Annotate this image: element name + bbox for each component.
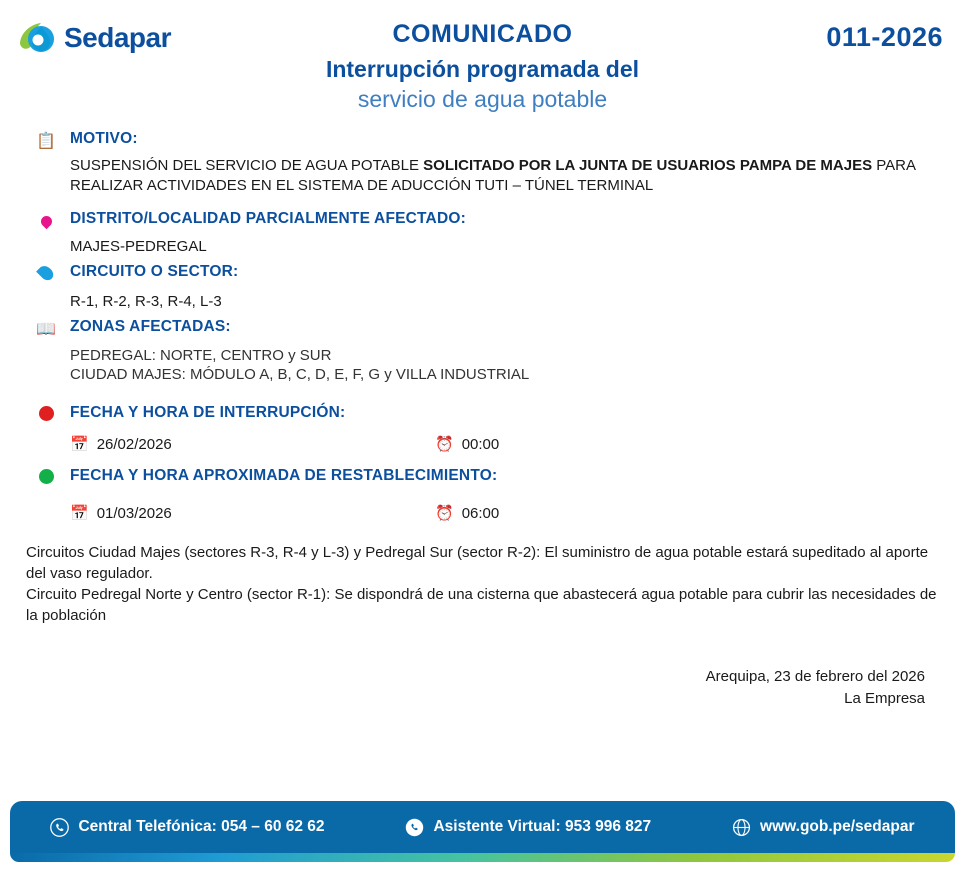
alarm-clock-icon: ⏰	[435, 505, 454, 522]
signature-place-date: Arequipa, 23 de febrero del 2026	[705, 668, 925, 685]
section-interrupcion	[22, 404, 943, 427]
zonas-line-2: CIUDAD MAJES: MÓDULO A, B, C, D, E, F, G y VILLA INDUSTRIAL	[70, 366, 530, 383]
map-pin-icon	[22, 210, 70, 232]
globe-icon	[732, 818, 751, 837]
footer-phone-label: Central Telefónica: 054 – 60 62 62	[78, 818, 325, 835]
section-motivo	[22, 130, 943, 152]
document-subtitle: Interrupción programada del	[325, 56, 640, 82]
alarm-clock-icon: ⏰	[435, 436, 454, 453]
footer-web-label: www.gob.pe/sedapar	[760, 818, 915, 835]
water-drop-icon	[22, 263, 70, 287]
interrupcion-datetime	[22, 435, 943, 453]
signature-signer: La Empresa	[844, 690, 925, 707]
distrito-value: MAJES-PEDREGAL	[70, 238, 207, 255]
phone-icon	[50, 818, 69, 837]
document-footer	[10, 801, 955, 862]
section-restablecimiento	[22, 467, 943, 490]
sedapar-wordmark: Sedapar	[64, 22, 171, 53]
clipboard-icon: 📋	[36, 133, 56, 150]
footer-gradient-stripe	[10, 853, 955, 862]
motivo-text-part2: PARA REALIZAR ACTIVIDADES EN EL SISTEMA DE ADUCCIÓN TUTI – TÚNEL TERMINAL	[70, 157, 916, 194]
footer-website[interactable]	[732, 818, 914, 837]
restablecimiento-time: 06:00	[461, 504, 500, 522]
whatsapp-icon	[405, 818, 424, 837]
circuito-label: CIRCUITO O SECTOR:	[70, 263, 239, 280]
section-circuito	[22, 263, 943, 287]
document-subtitle-2: servicio de agua potable	[357, 86, 608, 112]
document-body	[0, 130, 965, 710]
section-zonas	[22, 318, 943, 340]
restablecimiento-label: FECHA Y HORA APROXIMADA DE RESTABLECIMIENTO:	[70, 467, 498, 484]
interrupcion-time: 00:00	[461, 435, 500, 453]
document-header	[0, 0, 965, 130]
footer-phone[interactable]	[50, 818, 324, 837]
zonas-label: ZONAS AFECTADAS:	[70, 318, 231, 335]
red-circle-icon	[22, 404, 70, 427]
restablecimiento-datetime	[22, 504, 943, 522]
distrito-label: DISTRITO/LOCALIDAD PARCIALMENTE AFECTADO:	[70, 210, 466, 227]
title-block	[0, 20, 965, 113]
calendar-icon: 📅	[70, 505, 89, 522]
footer-whatsapp-label: Asistente Virtual: 953 996 827	[433, 818, 652, 835]
note-2: Circuito Pedregal Norte y Centro (sector R-1): Se dispondrá de una cisterna que abastecerá agua potable para cubrir las necesidades de la población	[26, 586, 937, 624]
open-book-icon: 📖	[36, 321, 56, 338]
note-1: Circuitos Ciudad Majes (sectores R-3, R-4 y L-3) y Pedregal Sur (sector R-2): El suministro de agua potable estará supeditado al aporte del vaso regulador.	[26, 544, 929, 582]
circuito-value: R-1, R-2, R-3, R-4, L-3	[70, 293, 222, 310]
footer-whatsapp[interactable]	[405, 818, 651, 837]
green-circle-icon	[22, 467, 70, 490]
interrupcion-date: 26/02/2026	[96, 435, 172, 453]
interrupcion-label: FECHA Y HORA DE INTERRUPCIÓN:	[70, 404, 346, 421]
zonas-line-1: PEDREGAL: NORTE, CENTRO y SUR	[70, 347, 332, 364]
motivo-label: MOTIVO:	[70, 130, 138, 147]
section-distrito	[22, 210, 943, 232]
comunicado-number: 011-2026	[826, 22, 943, 52]
restablecimiento-date: 01/03/2026	[96, 504, 172, 522]
motivo-text	[22, 156, 943, 196]
document-title: COMUNICADO	[392, 20, 573, 48]
signature-block	[22, 666, 943, 710]
motivo-text-bold: SOLICITADO POR LA JUNTA DE USUARIOS PAMPA DE MAJES	[423, 157, 873, 174]
calendar-icon: 📅	[70, 436, 89, 453]
motivo-text-part1: SUSPENSIÓN DEL SERVICIO DE AGUA POTABLE	[70, 157, 424, 174]
